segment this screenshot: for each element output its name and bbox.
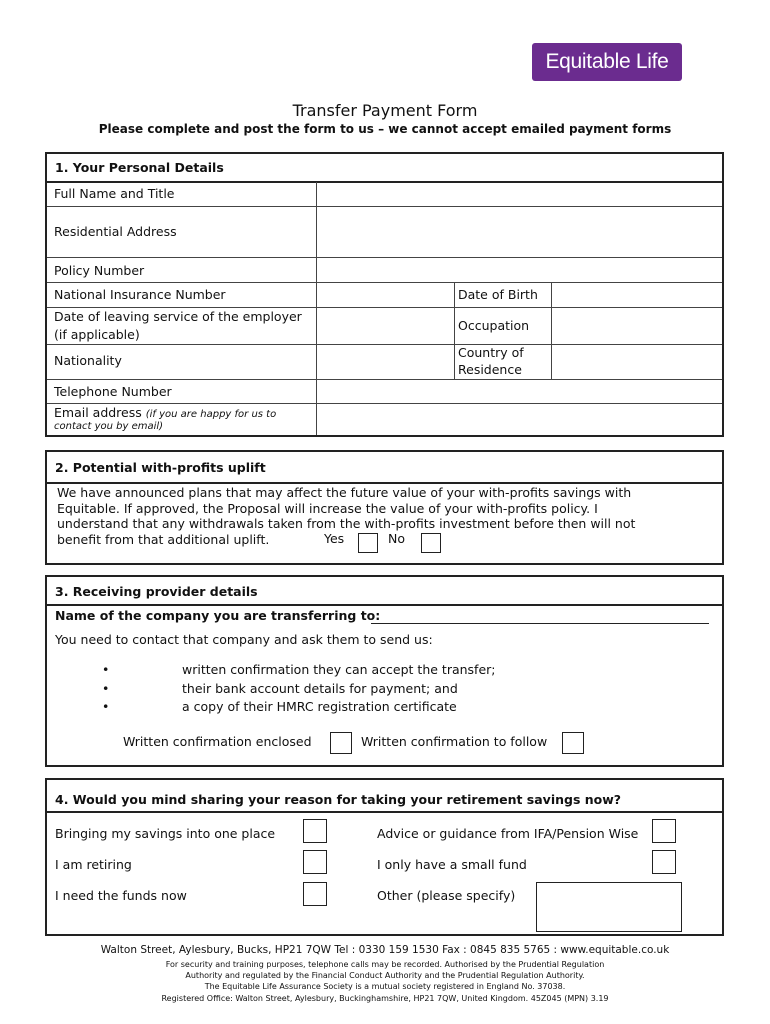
reason-funds-now-label: I need the funds now [55,888,187,903]
with-profits-line-2: Equitable. If approved, the Proposal will increase the value of your with-profits policy. I [57,500,598,516]
nationality-label: Nationality [54,353,122,368]
ni-number-label: National Insurance Number [54,287,226,302]
email-note-2: contact you by email) [54,421,164,432]
requirement-item-3: a copy of their HMRC registration certificate [182,699,457,714]
company-name-input[interactable] [371,606,709,624]
reason-advice-label: Advice or guidance from IFA/Pension Wise [377,826,639,841]
reason-other-input[interactable] [536,882,682,932]
reason-funds-now-checkbox[interactable] [303,882,327,906]
ni-number-input[interactable] [319,285,455,307]
leaving-date-input[interactable] [319,310,455,344]
occupation-label: Occupation [458,318,530,333]
telephone-input[interactable] [319,382,723,404]
address-label: Residential Address [54,224,177,239]
yes-label: Yes [324,531,345,546]
country-label-2: Residence [458,362,522,377]
bullet-3: • [102,699,110,714]
bullet-2: • [102,681,110,696]
reason-advice-checkbox[interactable] [652,819,676,843]
yes-checkbox[interactable] [358,533,378,553]
enclosed-label: Written confirmation enclosed [123,734,312,749]
page-subtitle: Please complete and post the form to us – we cannot accept emailed payment forms [98,122,672,136]
dob-label: Date of Birth [458,287,538,302]
telephone-label: Telephone Number [54,384,172,399]
page-title: Transfer Payment Form [292,101,478,120]
footer-line-1: For security and training purposes, telephone calls may be recorded. Authorised by the Prudential Regulation [165,960,605,969]
with-profits-line-1: We have announced plans that may affect the future value of your with-profits savings with [57,485,632,500]
to-follow-checkbox[interactable] [562,732,584,754]
full-name-label: Full Name and Title [54,186,175,201]
reason-retiring-checkbox[interactable] [303,850,327,874]
reason-retiring-label: I am retiring [55,857,132,872]
footer-line-4: Registered Office: Walton Street, Aylesbury, Buckinghamshire, HP21 7QW, United Kingdom. 45Z045 (MPN) 3.19 [161,994,609,1003]
footer-line-2: Authority and regulated by the Financial Conduct Authority and the Prudential Regulation Authority. [185,971,585,980]
country-label-1: Country of [458,345,524,360]
section3-heading: 3. Receiving provider details [55,584,258,599]
enclosed-checkbox[interactable] [330,732,352,754]
full-name-input[interactable] [319,184,723,206]
footer-address: Walton Street, Aylesbury, Bucks, HP21 7QW Tel : 0330 159 1530 Fax : 0845 835 5765 : www.equitable.co.uk [100,944,670,956]
email-note-1: (if you are happy for us to [145,409,277,420]
receiving-provider-section [45,575,724,767]
country-input[interactable] [554,347,723,379]
requirement-item-1: written confirmation they can accept the transfer; [182,662,496,677]
nationality-input[interactable] [319,347,455,379]
no-label: No [388,531,405,546]
policy-number-input[interactable] [319,260,723,282]
with-profits-text [57,485,707,547]
section2-heading: 2. Potential with-profits uplift [55,460,266,475]
dob-input[interactable] [554,285,723,307]
bullet-1: • [102,662,110,677]
reason-one-place-label: Bringing my savings into one place [55,826,276,841]
section4-heading: 4. Would you mind sharing your reason for taking your retirement savings now? [55,792,622,807]
email-label [54,405,276,420]
footer-line-3: The Equitable Life Assurance Society is a mutual society registered in England No. 37038. [204,982,566,991]
company-name-label: Name of the company you are transferring to: [55,608,381,623]
leaving-service-note: (if applicable) [54,327,140,342]
retirement-reason-section [45,778,724,936]
with-profits-line-4: benefit from that additional uplift. [57,531,270,547]
reason-small-fund-checkbox[interactable] [652,850,676,874]
requirement-item-2: their bank account details for payment; and [182,681,458,696]
with-profits-section [45,450,724,565]
with-profits-line-3: understand that any withdrawals taken from the with-profits investment before then will not [57,516,636,531]
email-label-text: Email address [54,405,142,420]
reason-small-fund-label: I only have a small fund [377,857,527,872]
reason-other-label: Other (please specify) [377,888,516,903]
reason-one-place-checkbox[interactable] [303,819,327,843]
email-input[interactable] [319,406,723,436]
leaving-service-label: Date of leaving service of the employer [54,309,302,324]
to-follow-label: Written confirmation to follow [361,734,548,749]
policy-number-label: Policy Number [54,263,145,278]
equitable-life-logo: Equitable Life [532,43,682,81]
occupation-input[interactable] [554,310,723,344]
section1-heading: 1. Your Personal Details [55,160,224,175]
personal-details-section [45,152,724,437]
address-input[interactable] [319,209,723,256]
contact-intro: You need to contact that company and ask them to send us: [55,632,433,647]
no-checkbox[interactable] [421,533,441,553]
